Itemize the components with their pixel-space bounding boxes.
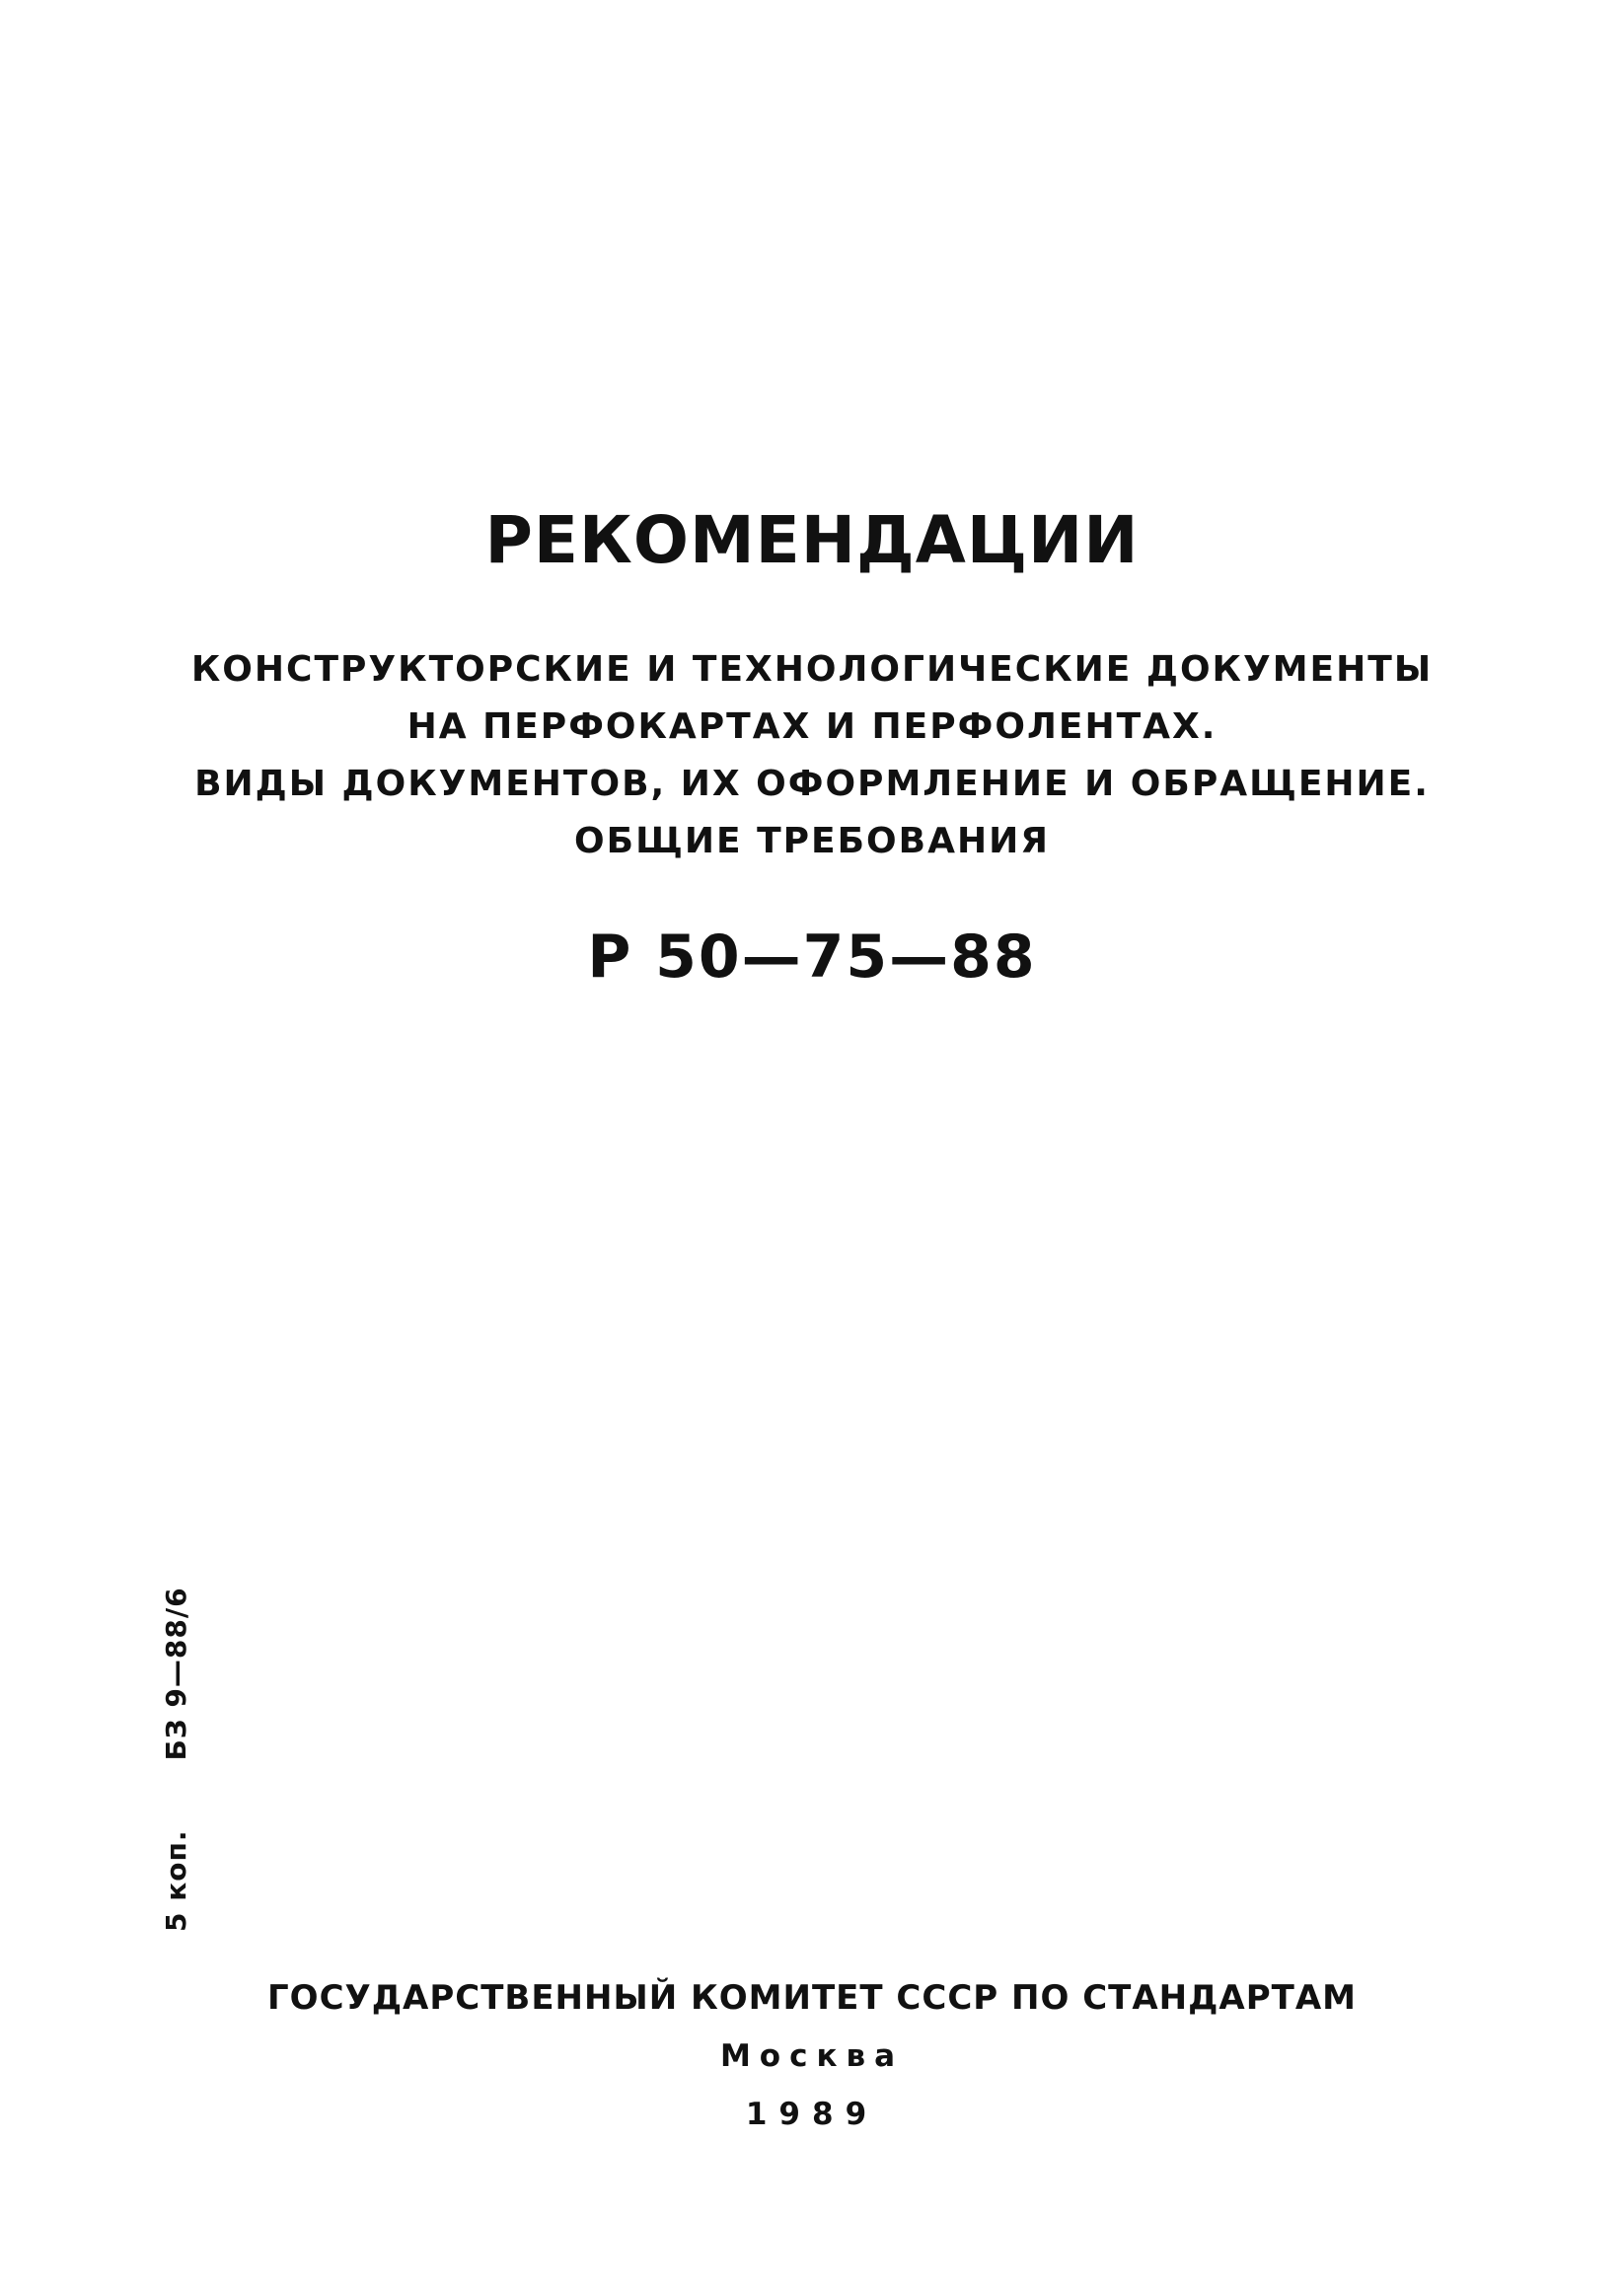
subtitle-line-2: НА ПЕРФОКАРТАХ И ПЕРФОЛЕНТАХ.	[406, 706, 1218, 747]
subtitle-line-3: ВИДЫ ДОКУМЕНТОВ, ИХ ОФОРМЛЕНИЕ И ОБРАЩЕНИЕ.	[194, 764, 1430, 804]
catalog-code: БЗ 9—88/6	[160, 1587, 192, 1761]
publication-city: Москва	[719, 2038, 905, 2074]
publisher-name: ГОСУДАРСТВЕННЫЙ КОМИТЕТ СССР ПО СТАНДАРТАМ	[267, 1978, 1357, 2018]
subtitle-line-1: КОНСТРУКТОРСКИЕ И ТЕХНОЛОГИЧЕСКИЕ ДОКУМЕНТЫ	[190, 649, 1434, 690]
subtitle-line-4: ОБЩИЕ ТРЕБОВАНИЯ	[574, 821, 1050, 861]
publication-year: 1989	[745, 2097, 879, 2132]
side-note	[160, 1587, 192, 1932]
document-subtitle	[0, 641, 1624, 870]
document-title: РЕКОМЕНДАЦИИ	[484, 502, 1140, 578]
document-designation: Р 50—75—88	[587, 923, 1037, 992]
price-label: 5 коп.	[160, 1829, 192, 1932]
